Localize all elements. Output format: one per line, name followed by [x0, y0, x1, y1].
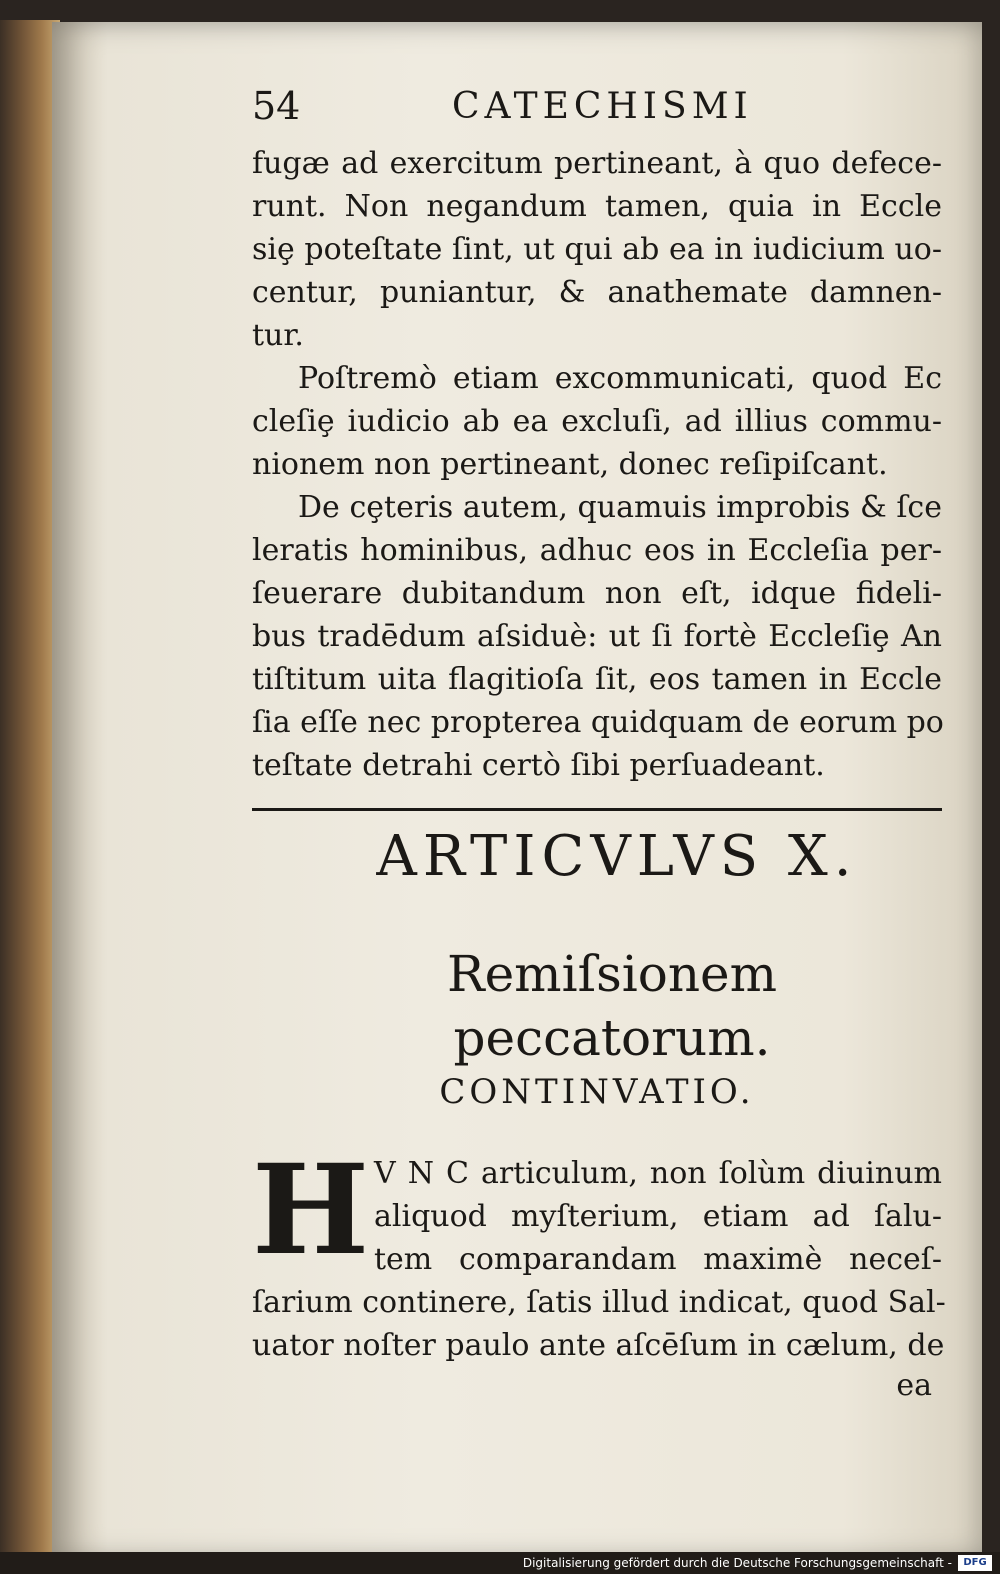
- running-title: CATECHISMI: [452, 86, 753, 127]
- footer-bar: [0, 1552, 1000, 1574]
- text-line: aliquod myſterium, etiam ad ſalu-: [374, 1199, 942, 1234]
- text-line: cleſiȩ iudicio ab ea excluſi, ad illius commu-: [252, 404, 942, 439]
- book-page: [52, 22, 982, 1560]
- text-block-continuatio: [252, 1138, 946, 1367]
- section-divider: [252, 808, 942, 811]
- text-line: tur.: [252, 318, 304, 353]
- text-line: fugæ ad exercitum pertineant, à quo defece-: [252, 146, 942, 181]
- text-line: nionem non pertineant, donec reſipiſcant.: [252, 447, 888, 482]
- text-line: ſeuerare dubitandum non eſt, idque fideli-: [252, 576, 942, 611]
- text-line: bus tradēdum aſsiduè: ut ſi fortè Eccleſiȩ An: [252, 619, 942, 654]
- text-line: V N C articulum, non ſolùm diuinum: [374, 1156, 942, 1191]
- text-line: teſtate detrahi certò ſibi perſuadeant.: [252, 748, 825, 783]
- text-line: runt. Non negandum tamen, quia in Eccle: [252, 189, 942, 224]
- article-subtitle: Remiſsionem peccatorum.: [446, 945, 778, 1067]
- page-header: [252, 84, 812, 140]
- dfg-logo-icon: DFG: [958, 1555, 992, 1571]
- text-line: De cȩteris autem, quamuis improbis & ſce: [298, 490, 942, 525]
- text-line: Poſtremò etiam excommunicati, quod Ec: [298, 361, 942, 396]
- text-line: ſarium continere, ſatis illud indicat, quod Sal-: [252, 1285, 946, 1320]
- text-line: tiſtitum uita flagitioſa ſit, eos tamen in Eccle: [252, 662, 942, 697]
- book-edge: [0, 20, 60, 1560]
- text-line: tem comparandam maximè neceſ-: [374, 1242, 942, 1277]
- page-number: 54: [252, 84, 301, 128]
- text-line: uator noſter paulo ante aſcēſum in cælum, de: [252, 1328, 945, 1363]
- text-line: siȩ poteſtate ſint, ut qui ab ea in iudicium uo-: [252, 232, 942, 267]
- text-block-top: [252, 142, 942, 787]
- text-line: centur, puniantur, & anathemate damnen-: [252, 275, 942, 310]
- catchword: ea: [896, 1368, 932, 1403]
- text-line: leratis hominibus, adhuc eos in Eccleſia per-: [252, 533, 942, 568]
- section-heading: CONTINVATIO.: [439, 1072, 755, 1112]
- drop-cap: H: [252, 1138, 370, 1283]
- footer-credit: Digitalisierung gefördert durch die Deutsche Forschungsgemeinschaft -: [522, 1556, 952, 1570]
- article-title: ARTICVLVS X.: [376, 824, 858, 889]
- text-line: ſia eſſe nec propterea quidquam de eorum po: [252, 705, 944, 740]
